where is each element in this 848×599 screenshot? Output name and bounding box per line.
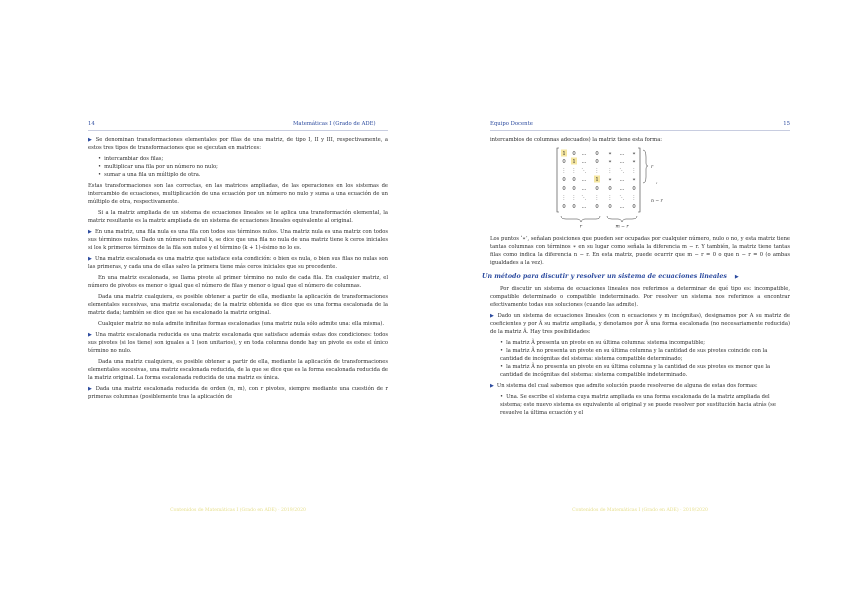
matrix-cell: ⋮: [631, 168, 637, 174]
matrix-cell: ⋮: [561, 195, 567, 201]
list-item: • sumar a una fila un múltiplo de otra.: [98, 171, 388, 179]
matrix-explanation: Los puntos ‘∗’, señalan posiciones que pueden ser ocupadas por cualquier número, nulo o no, y esta matriz tiene tantas columnas con términos ∗ en su lugar como señala la diferencia m − r. Y también, la matriz tiene tantas filas como indica la diferencia n − r. En esta matriz, puede ocurrir que m − r = 0 o que n − r = 0 (o ambas igualdades a la vez).: [490, 236, 790, 266]
matrix-cell: 0: [632, 186, 636, 192]
matrix-cell: 0: [562, 186, 566, 192]
triangle-marker-icon: ▶: [88, 229, 92, 235]
paragraph: En una matriz escalonada, se llama pivote al primer término no nulo de cada fila. En cualquier matriz, el número de pivotes es menor o igual que el número de filas y menor o igual que el número de columnas.: [88, 275, 388, 289]
matrix-cell: 0: [608, 186, 612, 192]
matrix-cell: ...: [619, 186, 625, 192]
matrix-cell: ⋮: [631, 195, 637, 201]
paragraph: Dada una matriz cualquiera, es posible obtener a partir de ella, mediante la aplicación de transformaciones elementales sucesivas, una matriz escalonada reducida, de la que se dice que es la forma escalonada reducida de la matriz original. La forma escalonada reducida de una matriz es única.: [88, 359, 388, 381]
left-page: [88, 120, 388, 515]
matrix-cell: ⋮: [594, 195, 600, 201]
matrix-cell: 0: [572, 177, 576, 183]
matrix-cell: 0: [572, 151, 576, 157]
row-brace: [643, 150, 648, 183]
brace-label: m − r: [615, 224, 629, 229]
left-page-header: [88, 120, 388, 131]
paragraph: Dada una matriz cualquiera, es posible obtener a partir de ella, mediante la aplicación de transformaciones elementales sucesivas, una matriz escalonada; de la matriz obtenida se dice que es una forma escalonada de la matriz dada; también se dice que se ha escalonado la matriz original.: [88, 294, 388, 316]
matrix-cell: ∗: [632, 177, 636, 183]
definition-null-row: ▶ En una matriz, una fila nula es una fila con todos sus términos nulos. Una matriz nula es una matriz con todos sus términos nulos. Dado un número natural k, se dice que una fila no nula de una matriz tiene k ceros iniciales si los k primeros términos de la fila son nulos y el término (k + 1)-ésimo no lo es.: [88, 229, 388, 251]
paragraph: Estas transformaciones son las correctas, en las matrices ampliadas, de las operaciones en los sistemas de intercambio de ecuaciones, multiplicación de una ecuación por un número no nulo y suma a una ecuación de un múltiplo de otra, respectivamente.: [88, 183, 388, 205]
section-title: Un método para discutir y resolver un sistema de ecuaciones lineales ▶: [482, 273, 739, 280]
paragraph: Por discutir un sistema de ecuaciones lineales nos referimos a determinar de qué tipo es: incompatible, compatible determinado o compatible indeterminado. Por resolver un sistema nos referimos a encontrar efectivamente todas sus soluciones (cuando las admite).: [490, 286, 790, 308]
method-paragraph: ▶ Dado un sistema de ecuaciones lineales (con n ecuaciones y m incógnitas), designamos por A su matriz de coeficientes y por Â su matriz ampliada, y denotamos por Ã una forma escalonada (no necesariamente reducida) de la matriz Â. Hay tres posibilidades:: [490, 313, 790, 335]
triangle-marker-icon: ▶: [88, 332, 93, 338]
brace-label: r: [651, 165, 654, 170]
matrix-cell: ⋱: [581, 168, 587, 174]
matrix-intro: intercambios de columnas adecuados) la matriz tiene esta forma:: [490, 137, 663, 143]
matrix-cell: ∗: [632, 159, 636, 165]
resolution-list: [500, 393, 790, 417]
matrix-cell: 0: [595, 204, 599, 210]
list-item: • Una. Se escribe el sistema cuya matriz ampliada es una forma escalonada de la matriz ampliada del sistema; este nuevo sistema es equivalente al original y se puede resolver por sustitución hacia atrás (se resuelve la última ecuación y el: [500, 393, 790, 417]
matrix-cell: ∗: [608, 159, 612, 165]
matrix-cell: ⋱: [619, 195, 625, 201]
matrix-cell: ...: [619, 204, 625, 210]
matrix-cell: ...: [581, 159, 587, 165]
list-item: • la matriz Ã no presenta un pivote en su última columna y la cantidad de sus pivotes coincide con la cantidad de incógnitas del sistema: sistema compatible determinado;: [500, 347, 790, 363]
matrix-right-bracket: [638, 148, 640, 212]
matrix-cell: 1: [572, 159, 576, 165]
definition-transformations: ▶ Se denominan transformaciones elementales por filas de una matriz, de tipo I, II y III, respectivamente, a estos tres tipos de transformaciones que se ejecutan en matrices:: [88, 137, 388, 151]
right-page-header: [490, 120, 790, 131]
matrix-comma: ,: [656, 179, 658, 185]
definition-reduced-echelon: ▶ Una matriz escalonada reducida es una matriz escalonada que satisface además estas dos condiciones: todos sus pivotes (si los tiene) son iguales a 1 (son unitarios), y en toda columna donde hay un pivote es este el único término no nulo.: [88, 332, 388, 354]
triangle-marker-icon: ▶: [490, 313, 495, 319]
matrix-cell: ...: [581, 151, 587, 157]
paragraph-reduced-form: ▶ Dada una matriz escalonada reducida de orden (n, m), con r pivotes, siempre mediante una cuestión de r primeras columnas (posiblemente tras la aplicación de: [88, 386, 388, 400]
matrix-cell: 0: [562, 204, 566, 210]
matrix-cell: ⋮: [561, 168, 567, 174]
paragraph: Cualquier matriz no nula admite infinitas formas escalonadas (una matriz nula sólo admite una: ella misma).: [98, 321, 385, 327]
paragraph: Si a la matriz ampliada de un sistema de ecuaciones lineales se le aplica una transformación elemental, la matriz resultante es la matriz ampliada de un sistema de ecuaciones lineales equivalente al original.: [88, 210, 388, 224]
left-running-head: Matemáticas I (Grado de ADE): [293, 121, 376, 127]
matrix-cell: ⋱: [581, 195, 587, 201]
matrix-cell: ∗: [632, 151, 636, 157]
triangle-marker-icon: ▶: [88, 386, 93, 392]
matrix-cell: ...: [581, 186, 587, 192]
matrix-cell: 0: [562, 159, 566, 165]
matrix-cell: ∗: [608, 177, 612, 183]
matrix-figure: [552, 147, 672, 229]
matrix-cell: 0: [562, 177, 566, 183]
matrix-cell: ...: [619, 151, 625, 157]
list-item: • la matriz Ã presenta un pivote en su última columna: sistema incompatible;: [500, 339, 790, 347]
matrix-cell: ...: [619, 177, 625, 183]
matrix-cell: ...: [581, 177, 587, 183]
matrix-cell: 1: [562, 151, 566, 157]
matrix-cell: ⋮: [571, 168, 577, 174]
right-running-head: Equipo Docente: [490, 121, 533, 127]
matrix-cell: ⋮: [607, 168, 613, 174]
list-item: • la matriz Ã no presenta un pivote en su última columna y la cantidad de sus pivotes es menor que la cantidad de incógnitas del sistema: sistema compatible indeterminado.: [500, 363, 790, 379]
right-page-number: 15: [783, 121, 790, 127]
matrix-cell: 0: [595, 186, 599, 192]
list-item: • intercambiar dos filas;: [98, 155, 388, 163]
matrix-cell: 0: [632, 204, 636, 210]
reduced-echelon-matrix: [490, 147, 790, 229]
column-brace-pivots: [561, 216, 600, 222]
triangle-marker-icon: ▶: [88, 256, 92, 262]
triangle-marker-icon: ▶: [490, 383, 494, 389]
transformations-list: [98, 155, 388, 179]
matrix-cell: ⋮: [571, 195, 577, 201]
matrix-cell: 1: [595, 177, 599, 183]
right-page: [482, 120, 790, 515]
matrix-left-bracket: [557, 148, 559, 212]
column-brace-free: [607, 216, 637, 222]
matrix-cell: ...: [619, 159, 625, 165]
matrix-cell: 0: [572, 186, 576, 192]
possibilities-list: [500, 339, 790, 379]
right-page-footer: Contenidos de Matemáticas I (Grado en ADE) · 2019/2020: [572, 508, 708, 513]
list-item: • multiplicar una fila por un número no nulo;: [98, 163, 388, 171]
brace-label: n − r: [651, 199, 663, 204]
brace-label: r: [579, 224, 583, 229]
matrix-cell: ⋮: [594, 168, 600, 174]
definition-echelon: ▶ Una matriz escalonada es una matriz que satisface esta condición: o bien es nula, o bien sus filas no nulas son las primeras, y cada una de ellas salvo la primera tiene más ceros iniciales que su precedente.: [88, 256, 388, 270]
triangle-marker-icon: ▶: [88, 137, 93, 143]
matrix-cell: 0: [608, 204, 612, 210]
matrix-cell: ...: [581, 204, 587, 210]
matrix-cell: ∗: [608, 151, 612, 157]
matrix-cell: 0: [595, 159, 599, 165]
triangle-marker-icon: ▶: [734, 274, 739, 280]
matrix-cell: 0: [572, 204, 576, 210]
left-page-number: 14: [88, 121, 95, 127]
matrix-cell: ⋮: [607, 195, 613, 201]
matrix-cell: 0: [595, 151, 599, 157]
matrix-cell: ⋱: [619, 168, 625, 174]
closing-paragraph: ▶ Un sistema del cual sabemos que admite solución puede resolverse de alguna de estas dos formas:: [490, 383, 758, 389]
left-page-footer: Contenidos de Matemáticas I (Grado en ADE) · 2019/2020: [170, 508, 306, 513]
